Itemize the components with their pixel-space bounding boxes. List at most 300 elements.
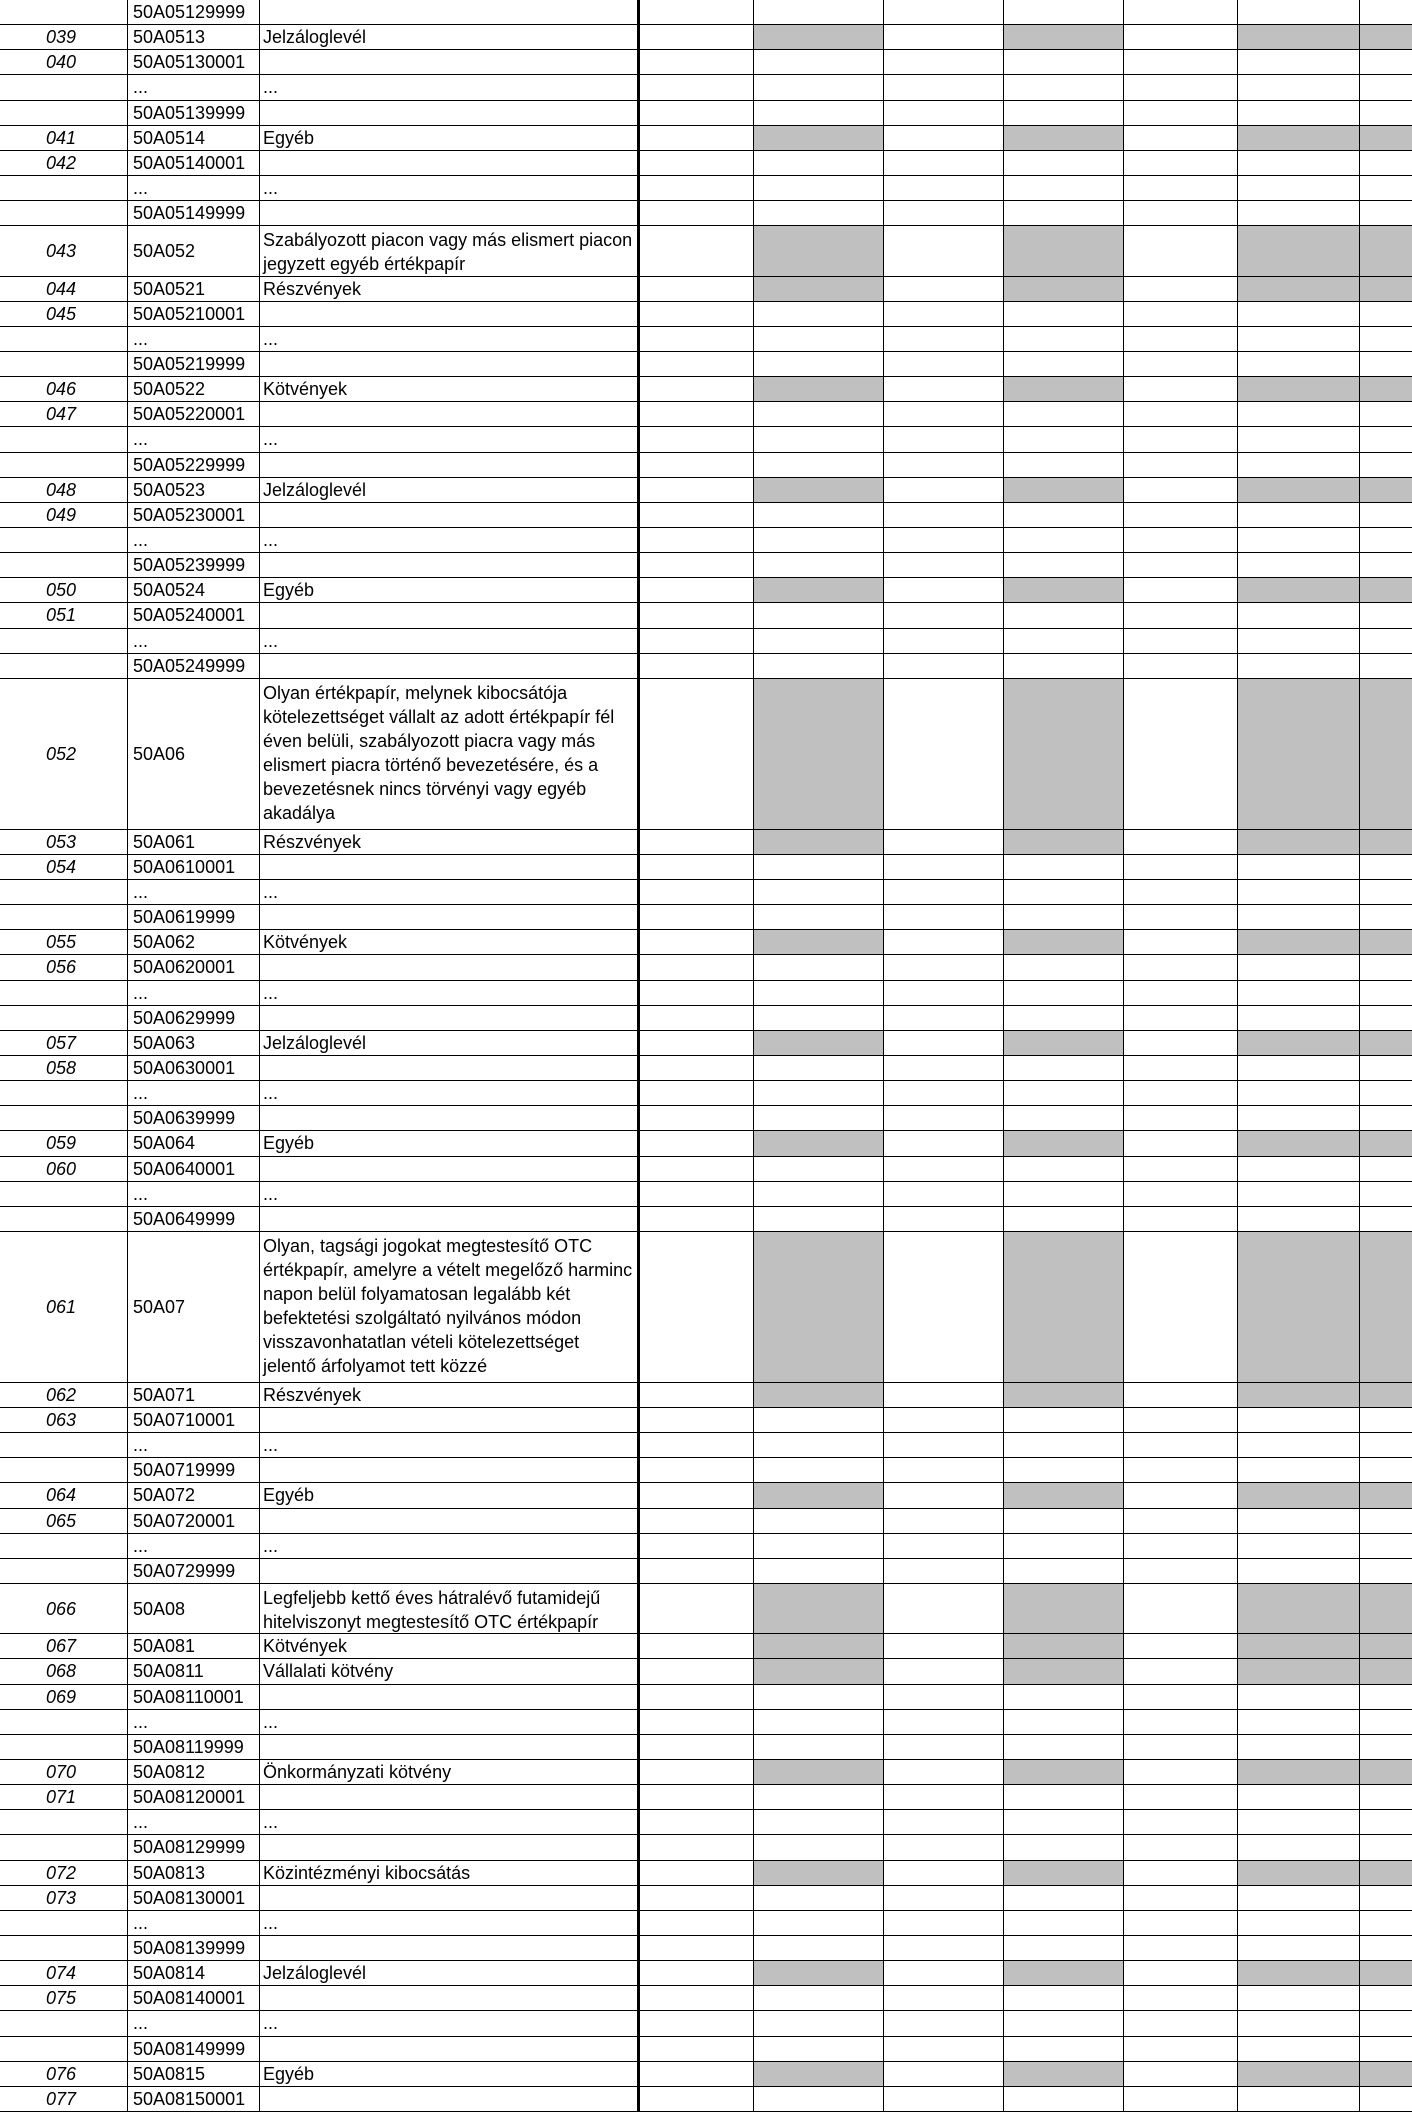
- data-cell: [1238, 427, 1360, 452]
- row-description: ...: [260, 1534, 640, 1559]
- data-cell: [1360, 503, 1412, 528]
- data-cell: [1238, 528, 1360, 553]
- table-row: [0, 2011, 1412, 2036]
- data-cell: [640, 629, 754, 654]
- table-row: [0, 176, 1412, 201]
- row-description: Kötvények: [260, 377, 640, 402]
- data-cell: [1360, 50, 1412, 75]
- data-cell: [884, 302, 1004, 327]
- data-cell: [1124, 151, 1238, 176]
- data-cell: [1124, 2011, 1238, 2036]
- data-cell: [1124, 1157, 1238, 1182]
- data-cell: [640, 2011, 754, 2036]
- data-cell: [1238, 101, 1360, 126]
- row-description: Részvények: [260, 1383, 640, 1408]
- data-cell: [1124, 427, 1238, 452]
- row-description: ...: [260, 1433, 640, 1458]
- data-cell: [884, 1810, 1004, 1835]
- data-cell: [754, 1735, 884, 1760]
- data-cell: [1004, 277, 1124, 302]
- row-description: Jelzáloglevél: [260, 1961, 640, 1986]
- table-row: [0, 1232, 1412, 1383]
- row-description: [260, 1735, 640, 1760]
- data-cell: [1360, 402, 1412, 427]
- data-cell: [884, 1760, 1004, 1785]
- table-row: [0, 629, 1412, 654]
- row-description: ...: [260, 1810, 640, 1835]
- data-cell: [1360, 1559, 1412, 1584]
- row-description: ...: [260, 2011, 640, 2036]
- table-row: [0, 1031, 1412, 1056]
- data-cell: [754, 277, 884, 302]
- row-code: 50A0719999: [128, 1458, 260, 1483]
- data-cell: [754, 302, 884, 327]
- data-cell: [640, 1383, 754, 1408]
- row-sequence-number: [0, 453, 128, 478]
- row-sequence-number: 075: [0, 1986, 128, 2011]
- data-cell: [1360, 25, 1412, 50]
- data-cell: [1238, 201, 1360, 226]
- table-row: [0, 955, 1412, 980]
- data-cell: [1238, 277, 1360, 302]
- data-cell: [754, 1559, 884, 1584]
- data-cell: [640, 1106, 754, 1131]
- data-cell: [1360, 1207, 1412, 1232]
- row-code: 50A05220001: [128, 402, 260, 427]
- data-cell: [1004, 1785, 1124, 1810]
- data-cell: [1238, 830, 1360, 855]
- data-cell: [1004, 1559, 1124, 1584]
- data-cell: [754, 1986, 884, 2011]
- row-code: 50A0639999: [128, 1106, 260, 1131]
- data-cell: [640, 1207, 754, 1232]
- table-row: [0, 1835, 1412, 1860]
- data-cell: [1124, 1961, 1238, 1986]
- data-cell: [1124, 855, 1238, 880]
- data-cell: [640, 1961, 754, 1986]
- data-cell: [754, 1760, 884, 1785]
- data-cell: [1360, 1886, 1412, 1911]
- data-cell: [640, 1433, 754, 1458]
- data-cell: [640, 1182, 754, 1207]
- data-cell: [640, 226, 754, 276]
- data-cell: [1124, 1081, 1238, 1106]
- row-description: [260, 1006, 640, 1031]
- data-cell: [754, 1131, 884, 1156]
- data-cell: [1360, 1056, 1412, 1081]
- row-description: [260, 151, 640, 176]
- data-cell: [1360, 905, 1412, 930]
- row-sequence-number: 062: [0, 1383, 128, 1408]
- data-cell: [1124, 1785, 1238, 1810]
- data-cell: [640, 176, 754, 201]
- row-description: Közintézményi kibocsátás: [260, 1861, 640, 1886]
- table-row: [0, 1157, 1412, 1182]
- data-cell: [1360, 1081, 1412, 1106]
- table-row: [0, 1785, 1412, 1810]
- data-cell: [1360, 955, 1412, 980]
- table-row: [0, 226, 1412, 276]
- data-cell: [1238, 1961, 1360, 1986]
- data-cell: [1238, 327, 1360, 352]
- table-row: [0, 50, 1412, 75]
- row-sequence-number: 040: [0, 50, 128, 75]
- row-sequence-number: 049: [0, 503, 128, 528]
- data-cell: [1004, 1685, 1124, 1710]
- row-sequence-number: 057: [0, 1031, 128, 1056]
- table-row: [0, 1433, 1412, 1458]
- data-cell: [1124, 1433, 1238, 1458]
- data-cell: [754, 1961, 884, 1986]
- table-row: [0, 2037, 1412, 2062]
- data-cell: [754, 553, 884, 578]
- data-cell: [1124, 1810, 1238, 1835]
- data-cell: [884, 654, 1004, 679]
- data-cell: [1360, 1232, 1412, 1383]
- data-cell: [640, 503, 754, 528]
- data-cell: [884, 1735, 1004, 1760]
- data-cell: [884, 955, 1004, 980]
- data-cell: [1004, 2062, 1124, 2087]
- row-description: ...: [260, 327, 640, 352]
- row-sequence-number: [0, 1006, 128, 1031]
- data-cell: [640, 981, 754, 1006]
- row-sequence-number: 073: [0, 1886, 128, 1911]
- data-cell: [884, 1207, 1004, 1232]
- data-cell: [640, 1911, 754, 1936]
- data-cell: [754, 1408, 884, 1433]
- data-cell: [1124, 503, 1238, 528]
- table-row: [0, 25, 1412, 50]
- data-cell: [1004, 981, 1124, 1006]
- data-cell: [1238, 1735, 1360, 1760]
- table-row: [0, 1584, 1412, 1634]
- data-cell: [884, 1886, 1004, 1911]
- row-code: 50A05219999: [128, 352, 260, 377]
- data-cell: [1004, 1659, 1124, 1684]
- data-cell: [1124, 302, 1238, 327]
- data-cell: [1004, 50, 1124, 75]
- row-description: Egyéb: [260, 2062, 640, 2087]
- data-cell: [1238, 1056, 1360, 1081]
- table-row: [0, 1886, 1412, 1911]
- data-cell: [884, 1584, 1004, 1634]
- data-cell: [1238, 603, 1360, 628]
- row-code: 50A08149999: [128, 2037, 260, 2062]
- table-row: [0, 503, 1412, 528]
- data-cell: [1004, 478, 1124, 503]
- data-cell: [884, 1383, 1004, 1408]
- data-cell: [884, 553, 1004, 578]
- data-cell: [1238, 1986, 1360, 2011]
- row-description: [260, 0, 640, 25]
- data-cell: [884, 1458, 1004, 1483]
- row-sequence-number: [0, 1534, 128, 1559]
- data-cell: [754, 1106, 884, 1131]
- table-row: [0, 1006, 1412, 1031]
- data-cell: [754, 1081, 884, 1106]
- data-cell: [1124, 101, 1238, 126]
- data-cell: [1238, 377, 1360, 402]
- row-description: [260, 201, 640, 226]
- data-cell: [1238, 402, 1360, 427]
- data-cell: [1360, 277, 1412, 302]
- row-description: Egyéb: [260, 1131, 640, 1156]
- data-cell: [640, 1584, 754, 1634]
- table-row: [0, 478, 1412, 503]
- row-description: [260, 302, 640, 327]
- data-cell: [1238, 679, 1360, 830]
- data-cell: [1004, 1031, 1124, 1056]
- row-description: ...: [260, 75, 640, 100]
- data-cell: [1004, 1383, 1124, 1408]
- data-cell: [754, 905, 884, 930]
- table-row: [0, 1081, 1412, 1106]
- table-row: [0, 981, 1412, 1006]
- row-sequence-number: [0, 1106, 128, 1131]
- data-cell: [1004, 503, 1124, 528]
- data-cell: [884, 1081, 1004, 1106]
- table-row: [0, 2087, 1412, 2112]
- data-cell: [884, 1961, 1004, 1986]
- row-sequence-number: 050: [0, 578, 128, 603]
- table-row: [0, 101, 1412, 126]
- table-row: [0, 1408, 1412, 1433]
- data-cell: [884, 201, 1004, 226]
- data-cell: [754, 1157, 884, 1182]
- data-cell: [1124, 1559, 1238, 1584]
- data-cell: [1360, 302, 1412, 327]
- row-description: Kötvények: [260, 1634, 640, 1659]
- data-cell: [1238, 629, 1360, 654]
- row-code: 50A072: [128, 1483, 260, 1508]
- data-cell: [1360, 2087, 1412, 2112]
- data-cell: [754, 101, 884, 126]
- data-cell: [754, 1936, 884, 1961]
- table-row: [0, 151, 1412, 176]
- data-cell: [754, 1911, 884, 1936]
- data-cell: [1360, 1961, 1412, 1986]
- data-cell: [1004, 578, 1124, 603]
- row-code: 50A08129999: [128, 1835, 260, 1860]
- data-cell: [1238, 1861, 1360, 1886]
- data-cell: [1360, 1735, 1412, 1760]
- data-cell: [1124, 25, 1238, 50]
- data-cell: [1238, 1835, 1360, 1860]
- data-cell: [754, 1031, 884, 1056]
- data-cell: [640, 302, 754, 327]
- data-cell: [1004, 402, 1124, 427]
- data-cell: [1124, 629, 1238, 654]
- row-sequence-number: 061: [0, 1232, 128, 1383]
- data-cell: [1124, 1986, 1238, 2011]
- row-sequence-number: 060: [0, 1157, 128, 1182]
- data-cell: [1124, 226, 1238, 276]
- data-cell: [1360, 1458, 1412, 1483]
- row-sequence-number: [0, 629, 128, 654]
- row-code: 50A0522: [128, 377, 260, 402]
- data-cell: [1124, 553, 1238, 578]
- data-cell: [1004, 2011, 1124, 2036]
- data-cell: [1360, 1936, 1412, 1961]
- table-row: [0, 327, 1412, 352]
- data-cell: [640, 1131, 754, 1156]
- data-cell: [1360, 1408, 1412, 1433]
- data-cell: [1238, 1483, 1360, 1508]
- data-cell: [640, 830, 754, 855]
- table-row: [0, 352, 1412, 377]
- row-code: 50A08150001: [128, 2087, 260, 2112]
- row-description: [260, 1207, 640, 1232]
- row-sequence-number: 063: [0, 1408, 128, 1433]
- row-description: ...: [260, 427, 640, 452]
- row-code: 50A05240001: [128, 603, 260, 628]
- data-cell: [1238, 654, 1360, 679]
- row-description: [260, 1785, 640, 1810]
- data-cell: [1124, 1131, 1238, 1156]
- data-cell: [884, 679, 1004, 830]
- data-cell: [1124, 654, 1238, 679]
- row-sequence-number: [0, 1559, 128, 1584]
- table-row: [0, 427, 1412, 452]
- data-cell: [1360, 1031, 1412, 1056]
- data-cell: [1004, 1835, 1124, 1860]
- row-code: 50A0640001: [128, 1157, 260, 1182]
- data-cell: [884, 0, 1004, 25]
- data-cell: [884, 1986, 1004, 2011]
- row-description: [260, 553, 640, 578]
- data-cell: [754, 1232, 884, 1383]
- row-code: 50A0811: [128, 1659, 260, 1684]
- table-row: [0, 578, 1412, 603]
- table-row: [0, 277, 1412, 302]
- data-cell: [1238, 478, 1360, 503]
- row-code: ...: [128, 880, 260, 905]
- data-cell: [884, 1559, 1004, 1584]
- row-description: Olyan értékpapír, melynek kibocsátója kötelezettséget vállalt az adott értékpapír fél éven belüli, szabályozott piacra vagy más elismert piacra történő bevezetésére, és a bevezetésnek nincs törvényi vagy egyéb akadálya: [260, 679, 640, 830]
- data-cell: [1004, 1408, 1124, 1433]
- data-cell: [884, 905, 1004, 930]
- data-cell: [1124, 1760, 1238, 1785]
- data-cell: [640, 1534, 754, 1559]
- data-cell: [1238, 352, 1360, 377]
- data-cell: [1238, 930, 1360, 955]
- data-cell: [1004, 1232, 1124, 1383]
- data-cell: [1004, 101, 1124, 126]
- data-cell: [1238, 50, 1360, 75]
- data-cell: [1238, 1584, 1360, 1634]
- row-description: ...: [260, 981, 640, 1006]
- row-description: Egyéb: [260, 126, 640, 151]
- data-cell: [1124, 402, 1238, 427]
- row-description: Egyéb: [260, 1483, 640, 1508]
- row-sequence-number: [0, 2011, 128, 2036]
- row-sequence-number: 044: [0, 277, 128, 302]
- row-sequence-number: [0, 1810, 128, 1835]
- data-cell: [884, 1408, 1004, 1433]
- data-cell: [884, 377, 1004, 402]
- data-cell: [1238, 1710, 1360, 1735]
- data-cell: [1238, 1408, 1360, 1433]
- data-cell: [1124, 578, 1238, 603]
- row-sequence-number: [0, 1835, 128, 1860]
- table-row: [0, 1810, 1412, 1835]
- data-cell: [754, 352, 884, 377]
- row-code: 50A064: [128, 1131, 260, 1156]
- row-sequence-number: 047: [0, 402, 128, 427]
- data-cell: [1360, 1584, 1412, 1634]
- data-cell: [884, 75, 1004, 100]
- data-cell: [1360, 377, 1412, 402]
- table-row: [0, 2062, 1412, 2087]
- data-cell: [1004, 1207, 1124, 1232]
- row-sequence-number: 074: [0, 1961, 128, 1986]
- data-cell: [884, 1534, 1004, 1559]
- data-cell: [1360, 855, 1412, 880]
- data-cell: [640, 478, 754, 503]
- row-sequence-number: 066: [0, 1584, 128, 1634]
- row-code: 50A05139999: [128, 101, 260, 126]
- data-cell: [640, 1835, 754, 1860]
- data-cell: [640, 1509, 754, 1534]
- data-cell: [1360, 981, 1412, 1006]
- data-cell: [884, 981, 1004, 1006]
- row-sequence-number: 059: [0, 1131, 128, 1156]
- row-code: 50A0513: [128, 25, 260, 50]
- data-cell: [754, 453, 884, 478]
- data-cell: [1360, 75, 1412, 100]
- row-sequence-number: [0, 1458, 128, 1483]
- data-cell: [1004, 1634, 1124, 1659]
- data-cell: [1360, 1986, 1412, 2011]
- data-cell: [884, 176, 1004, 201]
- data-cell: [1004, 352, 1124, 377]
- data-cell: [1360, 553, 1412, 578]
- data-cell: [1124, 1936, 1238, 1961]
- data-cell: [1124, 905, 1238, 930]
- data-cell: [1124, 981, 1238, 1006]
- data-cell: [1238, 1106, 1360, 1131]
- row-code: 50A05230001: [128, 503, 260, 528]
- data-cell: [754, 226, 884, 276]
- table-row: [0, 1559, 1412, 1584]
- data-cell: [1238, 1534, 1360, 1559]
- data-cell: [1004, 1961, 1124, 1986]
- data-cell: [1124, 377, 1238, 402]
- data-cell: [1360, 1383, 1412, 1408]
- data-cell: [1124, 679, 1238, 830]
- data-cell: [754, 1383, 884, 1408]
- data-cell: [1124, 528, 1238, 553]
- data-cell: [1238, 1659, 1360, 1684]
- data-cell: [1238, 1634, 1360, 1659]
- data-cell: [754, 50, 884, 75]
- data-cell: [754, 2037, 884, 2062]
- row-code: ...: [128, 1433, 260, 1458]
- data-cell: [1360, 201, 1412, 226]
- data-cell: [1004, 1936, 1124, 1961]
- table-row: [0, 1458, 1412, 1483]
- row-description: ...: [260, 629, 640, 654]
- table-row: [0, 1659, 1412, 1684]
- data-cell: [1360, 1483, 1412, 1508]
- data-cell: [1360, 2037, 1412, 2062]
- data-cell: [1238, 905, 1360, 930]
- row-sequence-number: 070: [0, 1760, 128, 1785]
- data-cell: [884, 1634, 1004, 1659]
- data-cell: [754, 126, 884, 151]
- data-cell: [1004, 905, 1124, 930]
